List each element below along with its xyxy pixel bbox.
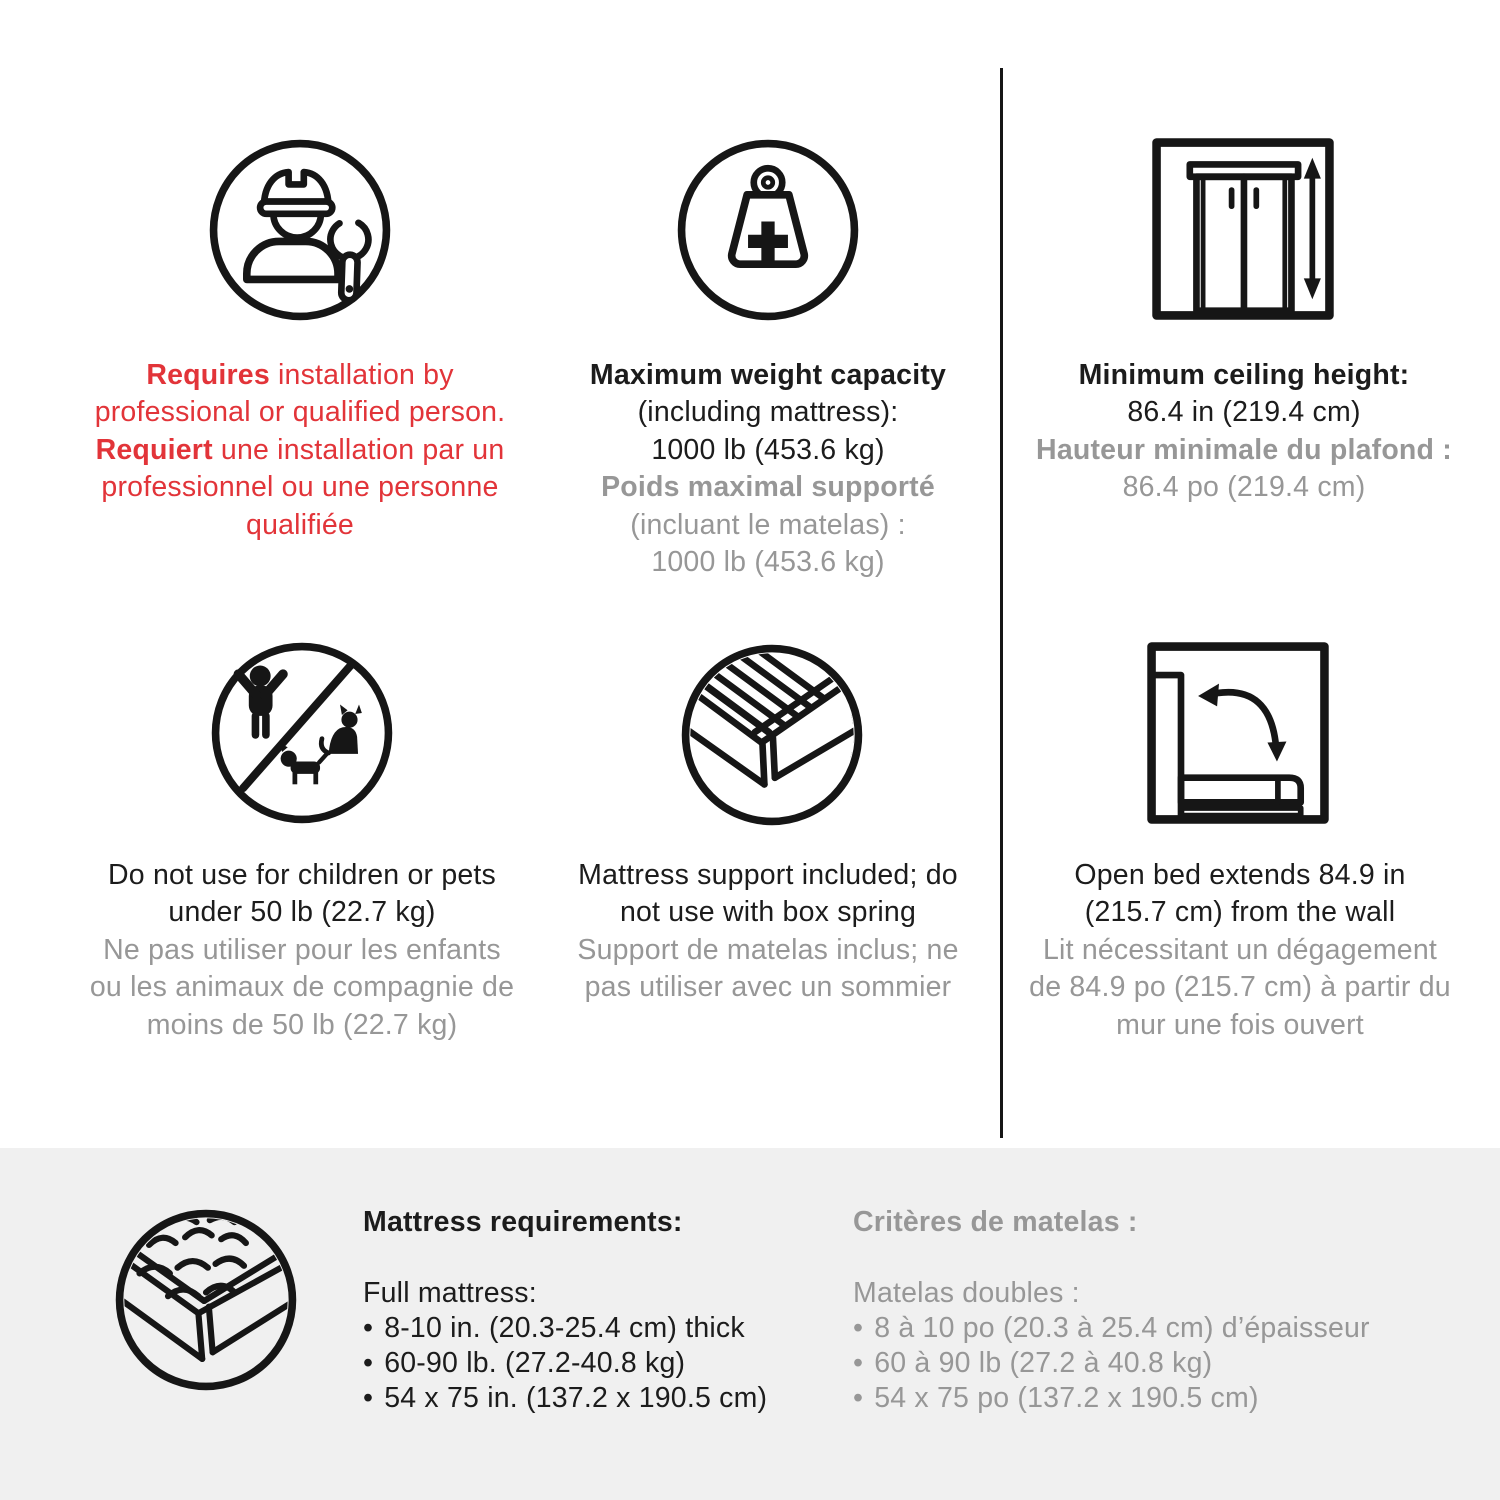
mattress-support-text bbox=[545, 857, 991, 1007]
text-line-text: 86.4 po (219.4 cm) bbox=[1122, 471, 1366, 504]
text-line-emphasis: Minimum ceiling height: bbox=[1078, 359, 1410, 391]
text-line-text: professionnel ou une personne bbox=[101, 471, 499, 504]
text-line bbox=[545, 432, 991, 469]
bullet-marker: • bbox=[853, 1382, 864, 1414]
no-children-pets-text bbox=[62, 857, 542, 1044]
text-line bbox=[62, 894, 542, 931]
bullet-item bbox=[363, 1311, 767, 1346]
text-line-text: de 84.9 po (215.7 cm) à partir du bbox=[1029, 971, 1451, 1004]
text-line-text: Ne pas utiliser pour les enfants bbox=[103, 933, 501, 966]
text-line-text: pas utiliser avec un sommier bbox=[584, 971, 952, 1004]
text-line-text: Mattress support included; do bbox=[578, 859, 958, 891]
text-line-text: (including mattress): bbox=[637, 396, 899, 429]
bullet-text: 54 x 75 po (137.2 x 190.5 cm) bbox=[874, 1382, 1259, 1414]
text-line-text: under 50 lb (22.7 kg) bbox=[168, 896, 436, 929]
bullet-marker: • bbox=[363, 1347, 374, 1379]
text-line-emphasis: Maximum weight capacity bbox=[589, 359, 947, 391]
list-title: Critères de matelas : bbox=[853, 1206, 1138, 1238]
text-line-text: mur une fois ouvert bbox=[1116, 1008, 1364, 1041]
text-line bbox=[60, 432, 540, 469]
text-line-text: une installation par un bbox=[212, 433, 505, 466]
list-subtitle: Matelas doubles : bbox=[853, 1277, 1080, 1309]
mattress-requirements-en bbox=[363, 1205, 767, 1416]
mattress-icon bbox=[111, 1205, 301, 1395]
bullet-text: 8 à 10 po (20.3 à 25.4 cm) d’épaisseur bbox=[874, 1312, 1370, 1344]
bullet-text: 60-90 lb. (27.2-40.8 kg) bbox=[384, 1347, 686, 1379]
open-bed-extension-text bbox=[1005, 857, 1475, 1044]
text-line bbox=[545, 544, 991, 581]
bullet-item bbox=[853, 1346, 1370, 1381]
ceiling-height-text bbox=[1004, 357, 1484, 507]
bullet-item bbox=[363, 1381, 767, 1416]
text-line-text: 1000 lb (453.6 kg) bbox=[651, 433, 885, 466]
text-line bbox=[1004, 469, 1484, 506]
bullet-marker: • bbox=[853, 1347, 864, 1379]
text-line bbox=[62, 1007, 542, 1044]
text-line bbox=[545, 932, 991, 969]
text-line bbox=[545, 507, 991, 544]
text-line-text: (215.7 cm) from the wall bbox=[1084, 896, 1396, 929]
bullet-marker: • bbox=[363, 1382, 374, 1414]
text-line bbox=[1005, 894, 1475, 931]
text-line bbox=[545, 394, 991, 431]
text-line bbox=[62, 857, 542, 894]
bullet-text: 8-10 in. (20.3-25.4 cm) thick bbox=[384, 1312, 745, 1344]
text-line-text: installation by bbox=[269, 359, 454, 391]
mattress-requirements-fr bbox=[853, 1205, 1370, 1416]
no-children-pets-icon bbox=[207, 638, 397, 828]
text-line-text: Open bed extends 84.9 in bbox=[1074, 859, 1406, 891]
text-line-text: professional or qualified person. bbox=[94, 396, 506, 429]
text-line-text: not use with box spring bbox=[619, 896, 917, 929]
text-line bbox=[1004, 432, 1484, 469]
text-line-text: qualifiée bbox=[246, 508, 354, 541]
bullet-item bbox=[363, 1346, 767, 1381]
text-line bbox=[60, 394, 540, 431]
text-line-text: Lit nécessitant un dégagement bbox=[1043, 933, 1437, 966]
text-line bbox=[1005, 969, 1475, 1006]
text-line-text: Support de matelas inclus; ne bbox=[577, 933, 959, 966]
text-line-emphasis: Requiert bbox=[95, 433, 213, 466]
text-line bbox=[1005, 857, 1475, 894]
vertical-divider bbox=[1000, 68, 1003, 1138]
text-line bbox=[1005, 932, 1475, 969]
mattress-support-icon bbox=[677, 640, 867, 830]
text-line bbox=[545, 469, 991, 506]
bullet-item bbox=[853, 1381, 1370, 1416]
text-line bbox=[545, 969, 991, 1006]
text-line-text: 1000 lb (453.6 kg) bbox=[651, 546, 885, 579]
bullet-text: 60 à 90 lb (27.2 à 40.8 kg) bbox=[874, 1347, 1213, 1379]
bullet-text: 54 x 75 in. (137.2 x 190.5 cm) bbox=[384, 1382, 768, 1414]
list-title: Mattress requirements: bbox=[363, 1206, 683, 1238]
min-ceiling-height-icon bbox=[1148, 134, 1338, 324]
bullet-item bbox=[853, 1311, 1370, 1346]
bullet-marker: • bbox=[363, 1312, 374, 1344]
text-line bbox=[60, 357, 540, 394]
installation-requirement-text bbox=[60, 357, 540, 544]
text-line bbox=[62, 969, 542, 1006]
text-line bbox=[545, 357, 991, 394]
text-line bbox=[1004, 357, 1484, 394]
list-subtitle: Full mattress: bbox=[363, 1277, 537, 1309]
text-line-text: (incluant le matelas) : bbox=[630, 508, 906, 541]
text-line-emphasis: Poids maximal supporté bbox=[601, 471, 935, 504]
text-line-text: 86.4 in (219.4 cm) bbox=[1127, 396, 1361, 429]
max-weight-text bbox=[545, 357, 991, 581]
max-weight-icon bbox=[673, 135, 863, 325]
text-line bbox=[545, 894, 991, 931]
installer-icon bbox=[205, 135, 395, 325]
text-line bbox=[60, 469, 540, 506]
mattress-requirements-panel bbox=[0, 1148, 1500, 1500]
text-line-text: ou les animaux de compagnie de bbox=[89, 971, 515, 1004]
text-line bbox=[60, 507, 540, 544]
text-line-emphasis: Hauteur minimale du plafond : bbox=[1036, 433, 1452, 466]
open-bed-extension-icon bbox=[1143, 638, 1333, 828]
text-line bbox=[1004, 394, 1484, 431]
text-line bbox=[1005, 1007, 1475, 1044]
text-line bbox=[545, 857, 991, 894]
text-line-text: Do not use for children or pets bbox=[108, 859, 496, 891]
bullet-marker: • bbox=[853, 1312, 864, 1344]
text-line bbox=[62, 932, 542, 969]
text-line-text: moins de 50 lb (22.7 kg) bbox=[146, 1008, 458, 1041]
text-line-emphasis: Requires bbox=[146, 359, 270, 391]
